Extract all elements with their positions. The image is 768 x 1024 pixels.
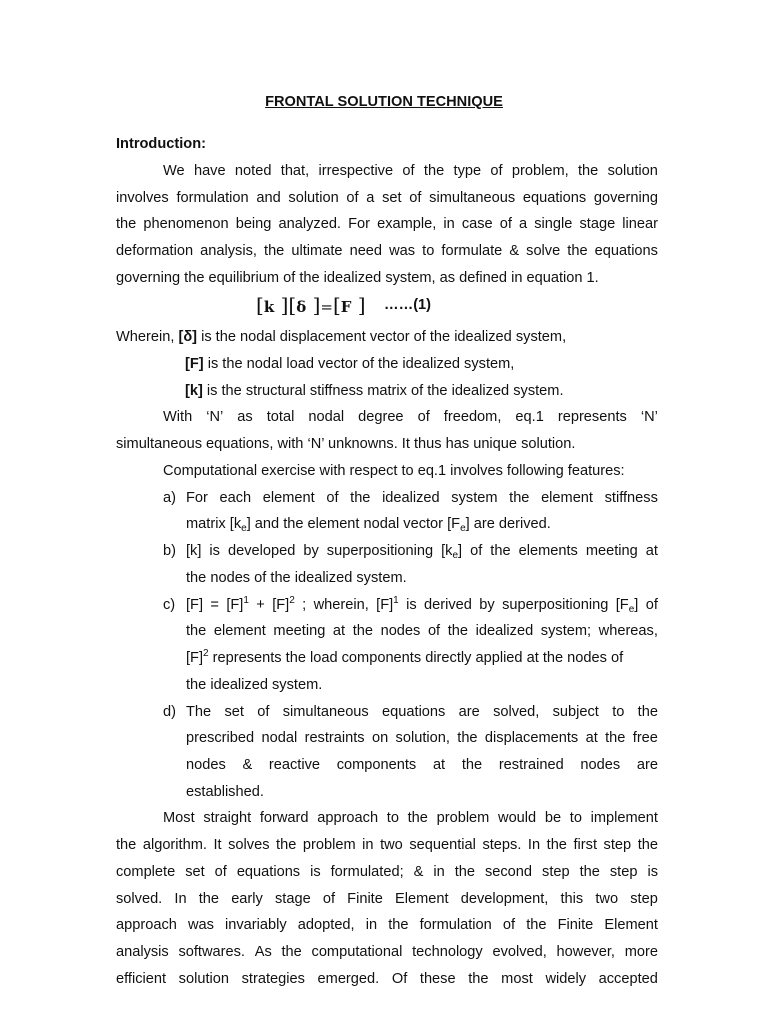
word: the — [388, 917, 409, 933]
word: simultaneous — [429, 190, 516, 206]
word: system — [451, 490, 498, 506]
word: the — [468, 971, 489, 987]
word: It — [213, 837, 222, 853]
paragraph-line — [116, 835, 658, 855]
word: wherein, — [313, 597, 369, 613]
word: accepted — [598, 971, 658, 987]
word: For — [348, 216, 370, 232]
word: the — [454, 864, 475, 880]
definition-k: [k] is the structural stiffness matrix of the idealized system. — [185, 383, 564, 399]
word: superpositioning — [502, 597, 609, 613]
word: problem — [436, 810, 490, 826]
word: nodal — [261, 730, 298, 746]
word: + — [256, 597, 265, 613]
word: technology — [412, 944, 483, 960]
word: is — [209, 543, 220, 559]
word: formulation — [176, 190, 249, 206]
word: type — [453, 163, 482, 179]
word: [k] — [186, 543, 202, 559]
list-item-line — [186, 621, 658, 641]
word: In — [527, 837, 541, 853]
word: was — [187, 917, 214, 933]
word: strategies — [241, 971, 305, 987]
list-item-label: a) — [163, 490, 176, 506]
word: that, — [280, 163, 310, 179]
word: the — [637, 837, 658, 853]
word: the — [637, 704, 658, 720]
word: of — [470, 543, 483, 559]
word: a — [519, 216, 528, 232]
word: straight — [203, 810, 252, 826]
word: set — [185, 864, 205, 880]
word: irrespective — [318, 163, 394, 179]
word: in — [365, 917, 378, 933]
word: this — [560, 891, 584, 907]
word: For — [186, 490, 208, 506]
word: prescribed — [186, 730, 255, 746]
word: restrained — [498, 757, 564, 773]
word: case — [461, 216, 493, 232]
word: development, — [460, 891, 549, 907]
word: forward — [259, 810, 309, 826]
word: of — [326, 490, 339, 506]
word: in — [443, 216, 455, 232]
word: We — [163, 163, 185, 179]
word: in — [433, 864, 445, 880]
word: have — [193, 163, 226, 179]
word: the — [350, 490, 371, 506]
word: Finite — [347, 891, 383, 907]
word: $[F_e]$ — [615, 597, 639, 615]
word: would — [498, 810, 537, 826]
word: solved, — [493, 704, 540, 720]
paragraph-line: simultaneous equations, with ‘N’ unknowns. It thus has unique solution. — [116, 436, 576, 452]
word: whereas, — [598, 623, 658, 639]
word: these — [419, 971, 456, 987]
word: to — [569, 810, 582, 826]
word: components — [336, 757, 417, 773]
word: the — [509, 490, 530, 506]
definition-f: [F] is the nodal load vector of the idealized system, — [185, 356, 515, 372]
word: the — [526, 917, 547, 933]
list-item-line — [186, 595, 658, 615]
word: example, — [377, 216, 437, 232]
paragraph-line — [116, 889, 658, 909]
word: the — [423, 163, 445, 179]
word: equations — [236, 864, 301, 880]
word: involves — [116, 190, 169, 206]
word: was — [389, 243, 416, 259]
word: the — [116, 216, 137, 232]
word: the — [281, 944, 302, 960]
word: efficient — [116, 971, 167, 987]
word: solution — [288, 190, 339, 206]
word: elements — [518, 543, 578, 559]
paragraph-line — [116, 214, 658, 234]
word: the — [352, 623, 373, 639]
list-item-line — [186, 702, 658, 722]
list-item-label: b) — [163, 543, 176, 559]
word: degree — [358, 409, 404, 425]
word: subject — [552, 704, 599, 720]
word: As — [254, 944, 272, 960]
word: of — [322, 891, 336, 907]
word: linear — [622, 216, 658, 232]
word: solved. — [116, 891, 163, 907]
word: to — [422, 243, 435, 259]
word: algorithm. — [142, 837, 207, 853]
word: the — [264, 243, 285, 259]
paragraph-line: Computational exercise with respect to eq.1 involves following features: — [163, 463, 625, 479]
word: to — [612, 704, 625, 720]
word: nodes — [186, 757, 226, 773]
list-item-line: the idealized system. — [186, 677, 323, 693]
word: equations — [522, 190, 587, 206]
word: element — [541, 490, 593, 506]
word: meeting — [273, 623, 326, 639]
word: more — [624, 944, 658, 960]
list-item-label: d) — [163, 704, 176, 720]
word: formulate — [441, 243, 503, 259]
word: is — [647, 864, 658, 880]
word: approach — [116, 917, 177, 933]
word: meeting — [585, 543, 638, 559]
word: of — [257, 704, 270, 720]
word: of — [502, 917, 516, 933]
word: the — [457, 730, 478, 746]
word: of — [427, 623, 441, 639]
word: $[F]^2$ — [272, 595, 295, 613]
word: equations — [382, 704, 446, 720]
word: ‘N’ — [640, 409, 658, 425]
word: ; — [302, 597, 307, 613]
word: = — [210, 597, 219, 613]
word: idealized — [382, 490, 440, 506]
word: step — [603, 837, 632, 853]
word: invariably — [225, 917, 287, 933]
word: at — [585, 730, 598, 746]
word: being — [235, 216, 272, 232]
word: developed — [227, 543, 296, 559]
word: a — [366, 190, 375, 206]
word: Most — [163, 810, 195, 826]
word: system; — [540, 623, 592, 639]
word: element — [213, 623, 266, 639]
paragraph-line — [163, 808, 658, 828]
word: derived — [424, 597, 472, 613]
word: problem, — [511, 163, 569, 179]
word: set — [224, 704, 244, 720]
word: formulated; — [330, 864, 404, 880]
word: governing — [593, 190, 658, 206]
equation-number: ……(1) — [384, 297, 432, 313]
word: analysis, — [200, 243, 257, 259]
paragraph-line — [163, 407, 658, 427]
word: phenomenon — [143, 216, 229, 232]
word: the — [198, 891, 220, 907]
word: set — [382, 190, 402, 206]
word: and — [256, 190, 281, 206]
word: the — [490, 543, 511, 559]
word: eq.1 — [515, 409, 544, 425]
word: & — [242, 757, 253, 773]
word: Of — [391, 971, 408, 987]
word: first — [573, 837, 597, 853]
word: stiffness — [604, 490, 658, 506]
word: of — [402, 163, 415, 179]
word: element — [262, 490, 315, 506]
word: formulation — [419, 917, 492, 933]
word: steps. — [482, 837, 522, 853]
word: second — [484, 864, 533, 880]
word: solution, — [395, 730, 450, 746]
word: are — [458, 704, 480, 720]
word: however, — [556, 944, 615, 960]
word: of — [499, 216, 512, 232]
word: & — [413, 864, 424, 880]
paragraph-line: governing the equilibrium of the idealized system, as defined in equation 1. — [116, 270, 599, 286]
word: Element — [604, 917, 658, 933]
word: free — [632, 730, 658, 746]
word: implement — [590, 810, 658, 826]
word: by — [479, 597, 495, 613]
paragraph-line — [116, 862, 658, 882]
word: simultaneous — [282, 704, 369, 720]
word: be — [544, 810, 562, 826]
word: computational — [311, 944, 403, 960]
word: Finite — [557, 917, 594, 933]
word: approach — [317, 810, 379, 826]
word: of — [346, 190, 359, 206]
word: solution — [178, 971, 229, 987]
word: $[k_e]$ — [441, 543, 463, 561]
word: restraints — [304, 730, 365, 746]
word: The — [186, 704, 212, 720]
word: represents — [557, 409, 627, 425]
list-item-line — [186, 755, 658, 775]
list-item-line — [186, 488, 658, 508]
word: complete — [116, 864, 176, 880]
word: step — [609, 864, 638, 880]
paragraph-line — [116, 969, 658, 989]
equation-f: F — [340, 298, 352, 316]
word: on — [371, 730, 389, 746]
word: adopted, — [297, 917, 355, 933]
word: the — [407, 810, 428, 826]
list-item-line — [186, 541, 658, 561]
word: $[F]^1$ — [376, 595, 399, 613]
word: solve — [526, 243, 561, 259]
word: each — [219, 490, 252, 506]
word: idealized — [475, 623, 534, 639]
word: With — [163, 409, 193, 425]
word: reactive — [268, 757, 321, 773]
word: noted — [234, 163, 272, 179]
word: the — [276, 837, 297, 853]
word: freedom, — [443, 409, 502, 425]
word: ultimate — [291, 243, 343, 259]
word: most — [501, 971, 533, 987]
word: In — [174, 891, 187, 907]
word: evolved, — [492, 944, 547, 960]
word: the — [116, 837, 137, 853]
word: two — [595, 891, 619, 907]
word: $[F]^1$ — [226, 595, 249, 613]
word: superpositioning — [326, 543, 434, 559]
word: as — [237, 409, 253, 425]
word: ‘N’ — [206, 409, 224, 425]
word: early — [231, 891, 263, 907]
word: are — [636, 757, 658, 773]
paragraph-line — [163, 161, 658, 181]
word: & — [509, 243, 520, 259]
word: the — [605, 730, 626, 746]
word: is — [406, 597, 417, 613]
definition-delta: Wherein, [δ] is the nodal displacement vector of the idealized system, — [116, 329, 567, 345]
word: at — [332, 623, 346, 639]
equation-delta: δ — [296, 298, 307, 316]
word: total — [266, 409, 295, 425]
word: Element — [395, 891, 449, 907]
equation-equals: = — [320, 298, 333, 316]
word: stage — [274, 891, 311, 907]
word: is — [310, 864, 321, 880]
list-item-line: matrix $[k_e]$ and the element nodal vector $[F_e]$ are derived. — [186, 516, 551, 534]
word: of — [645, 597, 658, 613]
word: of — [409, 190, 422, 206]
list-item-label: c) — [163, 597, 176, 613]
word: nodal — [308, 409, 345, 425]
word: emerged. — [317, 971, 380, 987]
list-item-line: $[F]^2$ represents the load components directly applied at the nodes of — [186, 648, 624, 666]
word: nodes — [380, 623, 421, 639]
word: analysis — [116, 944, 169, 960]
list-item-line: established. — [186, 784, 264, 800]
word: single — [534, 216, 573, 232]
word: at — [432, 757, 446, 773]
word: at — [645, 543, 658, 559]
word: nodes — [580, 757, 621, 773]
word: solves — [228, 837, 270, 853]
word: softwares. — [178, 944, 245, 960]
word: the — [578, 163, 599, 179]
paragraph-line — [116, 915, 658, 935]
list-item-line: the nodes of the idealized system. — [186, 570, 407, 586]
paragraph-line — [116, 188, 658, 208]
word: step — [630, 891, 658, 907]
equation-1: [k ][δ ]=[F ] — [256, 293, 366, 317]
word: need — [349, 243, 383, 259]
word: the — [579, 864, 600, 880]
section-heading-introduction: Introduction: — [116, 136, 206, 152]
word: to — [386, 810, 399, 826]
word: problem — [302, 837, 356, 853]
word: by — [303, 543, 319, 559]
list-item-line — [186, 728, 658, 748]
word: sequential — [409, 837, 476, 853]
word: widely — [545, 971, 586, 987]
document-title: FRONTAL SOLUTION TECHNIQUE — [265, 94, 503, 110]
word: deformation — [116, 243, 194, 259]
word: equations — [594, 243, 658, 259]
word: in — [362, 837, 374, 853]
word: the — [461, 757, 483, 773]
word: of — [417, 409, 430, 425]
word: of — [490, 163, 503, 179]
word: displacements — [484, 730, 579, 746]
word: the — [447, 623, 468, 639]
word: [F] — [186, 597, 204, 613]
paragraph-line — [116, 942, 658, 962]
paragraph-line — [116, 241, 658, 261]
word: the — [186, 623, 207, 639]
word: analyzed. — [278, 216, 341, 232]
word: solution — [607, 163, 658, 179]
word: step — [542, 864, 570, 880]
word: stage — [579, 216, 616, 232]
word: the — [546, 837, 567, 853]
word: of — [214, 864, 227, 880]
word: two — [380, 837, 403, 853]
equation-k: k — [263, 298, 275, 316]
word: the — [567, 243, 588, 259]
